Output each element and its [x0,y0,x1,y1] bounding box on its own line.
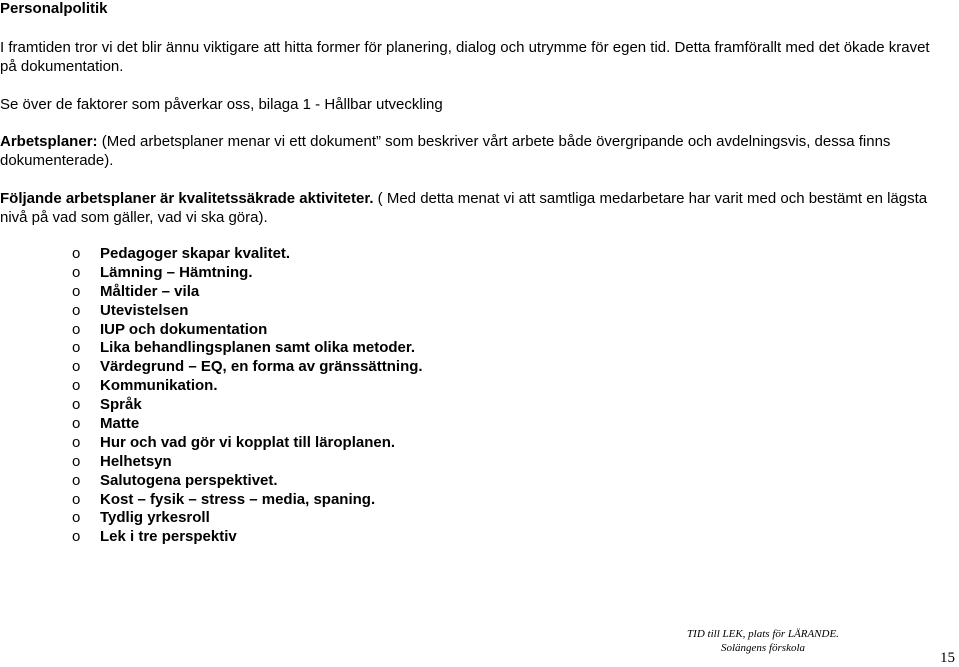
list-item-text: Salutogena perspektivet. [100,471,278,489]
bullet-icon: o [72,452,81,470]
list-item-text: IUP och dokumentation [100,320,268,338]
list-item [0,415,423,434]
bullet-icon: o [72,528,81,546]
list-item [0,358,423,377]
list-item [0,283,423,302]
intro-paragraph: I framtiden tror vi det blir ännu viktigare att hitta former för planering, dialog och utrymme för egen tid. Detta framförallt med det ökade kravet på dokumentation. [0,39,930,75]
list-item [0,339,423,358]
bullet-icon: o [72,377,81,395]
list-item [0,453,423,472]
list-item-text: Tydlig yrkesroll [100,509,210,527]
bullet-icon: o [72,339,81,357]
list-item [0,264,423,283]
bullet-icon: o [72,263,81,281]
kvalitet-text: ( Med detta menat vi att samtliga medarbetare har varit med och bestämt en lägsta nivå på vad som gäller, vad vi ska göra). [0,190,928,226]
arbetsplaner-label: Arbetsplaner: [0,133,98,150]
list-item-text: Helhetsyn [100,452,172,470]
list-item [0,528,423,547]
list-item-text: Hur och vad gör vi kopplat till läroplanen. [100,433,396,451]
page-heading: Personalpolitik [0,0,108,17]
list-item [0,491,423,510]
bullet-icon: o [72,245,81,262]
list-item-text: Matte [100,415,140,433]
list-item-text: Lämning – Hämtning. [100,263,253,281]
bullet-icon: o [72,320,81,338]
list-item [0,396,423,415]
bullet-icon: o [72,358,81,376]
page-number: 15 [940,650,955,666]
list-item [0,321,423,340]
bullet-icon: o [72,282,81,300]
list-item [0,509,423,528]
list-item-text: Lika behandlingsplanen samt olika metoder. [100,339,416,357]
list-item [0,472,423,491]
bullet-icon: o [72,490,81,508]
list-item-text: Värdegrund – EQ, en forma av gränssättning. [100,358,423,376]
bullet-icon: o [72,396,81,414]
factors-paragraph: Se över de faktorer som påverkar oss, bilaga 1 - Hållbar utveckling [0,96,443,113]
kvalitet-paragraph [0,189,950,227]
list-item [0,302,423,321]
list-item-text: Pedagoger skapar kvalitet. [100,245,291,262]
list-item-text: Lek i tre perspektiv [100,528,237,546]
list-item [0,434,423,453]
bullet-icon: o [72,301,81,319]
arbetsplaner-text: (Med arbetsplaner menar vi ett dokument” som beskriver vårt arbete både övergripande och avdelningsvis, dessa finns dokumenterade). [0,133,891,169]
bullet-icon: o [72,433,81,451]
list-item [0,377,423,396]
list-item-text: Språk [100,396,142,414]
list-item [0,245,423,264]
kvalitet-label: Följande arbetsplaner är kvalitetssäkrade aktiviteter. [0,190,374,207]
list-item-text: Kost – fysik – stress – media, spaning. [100,490,376,508]
bullet-icon: o [72,415,81,433]
footer-slogan: TID till LEK, plats för LÄRANDE. [687,628,839,640]
list-item-text: Måltider – vila [100,282,200,300]
arbetsplaner-paragraph [0,132,950,170]
footer [678,627,848,655]
bullet-icon: o [72,509,81,527]
bullet-icon: o [72,471,81,489]
list-item-text: Kommunikation. [100,377,218,395]
list-item-text: Utevistelsen [100,301,189,319]
activity-list [0,245,423,547]
footer-organization: Solängens förskola [720,642,806,654]
